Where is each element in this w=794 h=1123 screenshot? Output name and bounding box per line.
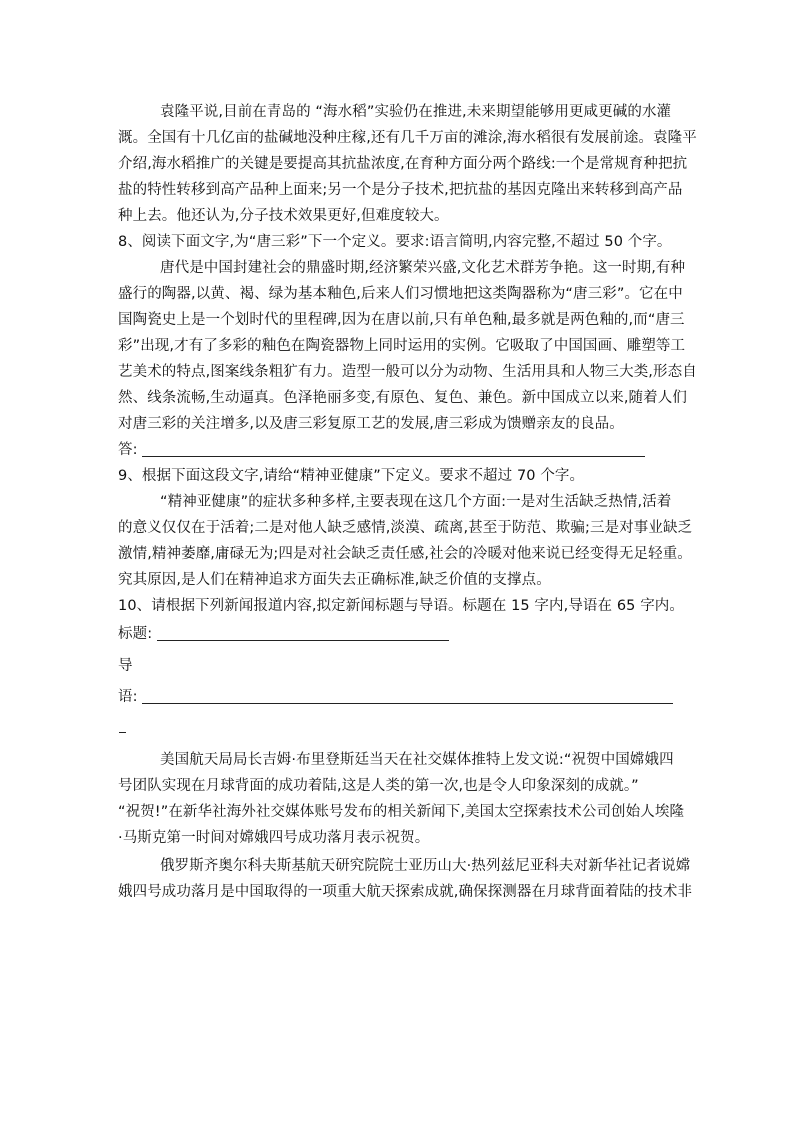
answer-label: 答: <box>118 442 138 458</box>
paragraph-6-line-2: 娥四号成功落月是中国取得的一项重大航天探索成就,确保探测器在月球背面着陆的技术非 <box>118 884 693 900</box>
lead-label-part-1: 导 <box>118 658 133 674</box>
lead-label-part-2: 语: <box>118 689 138 705</box>
paragraph-3-line-4: 究其原因,是人们在精神追求方面失去正确标准,缺乏价值的支撑点。 <box>118 572 551 588</box>
paragraph-3-line-1: “精神亚健康”的症状多种多样,主要表现在这几个方面:一是对生活缺乏热情,活着 <box>160 494 672 510</box>
paragraph-1-line-3: 介绍,海水稻推广的关键是要提高其抗盐浓度,在育种方面分两个路线:一个是常规育种把抗 <box>118 156 688 172</box>
paragraph-4-line-1: 美国航天局局长吉姆·布里登斯廷当天在社交媒体推特上发文说:“祝贺中国嫦娥四 <box>160 752 674 768</box>
paragraph-1-line-4: 盐的特性转移到高产品种上面来;另一个是分子技术,把抗盐的基因克隆出来转移到高产品 <box>118 182 683 198</box>
lead-blank-line[interactable] <box>142 703 673 704</box>
paragraph-2-line-6: 然、线条流畅,生动逼真。色泽艳丽多变,有原色、复色、兼色。新中国成立以来,随着人们 <box>118 390 687 406</box>
paragraph-2-line-1: 唐代是中国封建社会的鼎盛时期,经济繁荣兴盛,文化艺术群芳争艳。这一时期,有种 <box>160 260 686 276</box>
question-8: 8、阅读下面文字,为“唐三彩”下一个定义。要求:语言简明,内容完整,不超过 50 个字。 <box>118 234 672 250</box>
paragraph-6-line-1: 俄罗斯齐奥尔科夫斯基航天研究院院士亚历山大·热列兹尼亚科夫对新华社记者说嫦 <box>160 858 691 874</box>
paragraph-3-line-3: 激情,精神萎靡,庸碌无为;四是对社会缺乏责任感,社会的冷暖对他来说已经变得无足轻重。 <box>118 546 692 562</box>
paragraph-2-line-3: 国陶瓷史上是一个划时代的里程碑,因为在唐以前,只有单色釉,最多就是两色釉的,而“唐三 <box>118 312 685 328</box>
paragraph-5-line-1: “祝贺!”在新华社海外社交媒体账号发布的相关新闻下,美国太空探索技术公司创始人埃隆 <box>118 804 685 820</box>
blank-line-tail <box>119 732 126 733</box>
paragraph-1-line-1: 袁隆平说,目前在青岛的 “海水稻”实验仍在推进,未来期望能够用更咸更碱的水灌 <box>160 104 672 120</box>
paragraph-3-line-2: 的意义仅仅在于活着;二是对他人缺乏感情,淡漠、疏离,甚至于防范、欺骗;三是对事业缺乏 <box>118 520 693 536</box>
paragraph-2-line-7: 对唐三彩的关注增多,以及唐三彩复原工艺的发展,唐三彩成为馈赠亲友的良品。 <box>118 416 624 432</box>
paragraph-2-line-5: 艺美术的特点,图案线条粗犷有力。造型一般可以分为动物、生活用具和人物三大类,形态自 <box>118 364 697 380</box>
answer-blank-line[interactable] <box>142 456 645 457</box>
paragraph-4-line-2: 号团队实现在月球背面的成功着陆,这是人类的第一次,也是令人印象深刻的成就。” <box>118 778 639 794</box>
paragraph-5-line-2: ·马斯克第一时间对嫦娥四号成功落月表示祝贺。 <box>118 830 430 846</box>
paragraph-1-line-5: 种上去。他还认为,分子技术效果更好,但难度较大。 <box>118 208 449 224</box>
question-9: 9、根据下面这段文字,请给“精神亚健康”下定义。要求不超过 70 个字。 <box>118 468 585 484</box>
title-label: 标题: <box>118 626 153 642</box>
paragraph-1-line-2: 溉。全国有十几亿亩的盐碱地没种庄稼,还有几千万亩的滩涂,海水稻很有发展前途。袁隆平 <box>118 130 697 146</box>
question-10: 10、请根据下列新闻报道内容,拟定新闻标题与导语。标题在 15 字内,导语在 65 字内。 <box>118 598 685 614</box>
title-blank-line[interactable] <box>157 640 449 641</box>
paragraph-2-line-2: 盛行的陶器,以黄、褐、绿为基本釉色,后来人们习惯地把这类陶器称为“唐三彩”。它在中 <box>118 286 683 302</box>
paragraph-2-line-4: 彩”出现,才有了多彩的釉色在陶瓷器物上同时运用的实例。它吸取了中国国画、雕塑等工 <box>118 338 686 354</box>
